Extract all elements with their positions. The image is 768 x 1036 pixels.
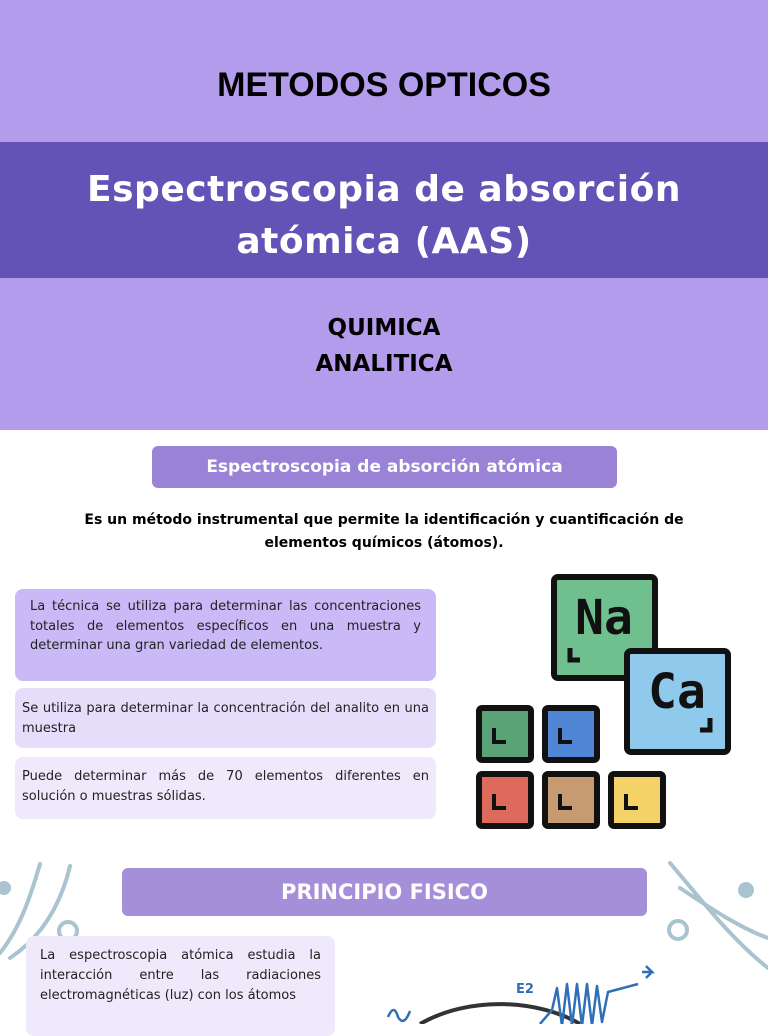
atom-decoration-right xyxy=(660,858,768,978)
brown-tile xyxy=(545,774,597,826)
info-card-tecnica: La técnica se utiliza para determinar las concentraciones totales de elementos específicos en una muestra y determinar una gran variedad de elementos. xyxy=(15,589,436,681)
section-pill-aas: Espectroscopia de absorción atómica xyxy=(152,446,617,488)
topic-heading: METODOS OPTICOS xyxy=(217,66,551,104)
periodic-elements-illustration xyxy=(470,568,740,834)
info-card-analito: Se utiliza para determinar la concentración del analito en una muestra xyxy=(15,688,436,748)
na-symbol: Na xyxy=(575,590,633,646)
info-card-principio: La espectroscopia atómica estudia la interacción entre las radiaciones electromagnéticas (luz) con los átomos xyxy=(26,936,335,1036)
energy-level-label: E2 xyxy=(516,982,534,997)
info-card-elementos: Puede determinar más de 70 elementos diferentes en solución o muestras sólidas. xyxy=(15,757,436,819)
subject-heading xyxy=(0,310,768,382)
red-tile xyxy=(479,774,531,826)
green-tile xyxy=(479,708,531,760)
subject-line-1: QUIMICA xyxy=(327,315,441,341)
ca-symbol: Ca xyxy=(648,664,706,720)
yellow-tile xyxy=(611,774,663,826)
page-title: Espectroscopia de absorción atómica (AAS) xyxy=(87,169,681,262)
section-pill-principio: PRINCIPIO FISICO xyxy=(122,868,647,916)
intro-text: Es un método instrumental que permite la identificación y cuantificación de elementos químicos (átomos). xyxy=(84,512,684,551)
subject-line-2: ANALITICA xyxy=(315,351,453,377)
blue-tile xyxy=(545,708,597,760)
